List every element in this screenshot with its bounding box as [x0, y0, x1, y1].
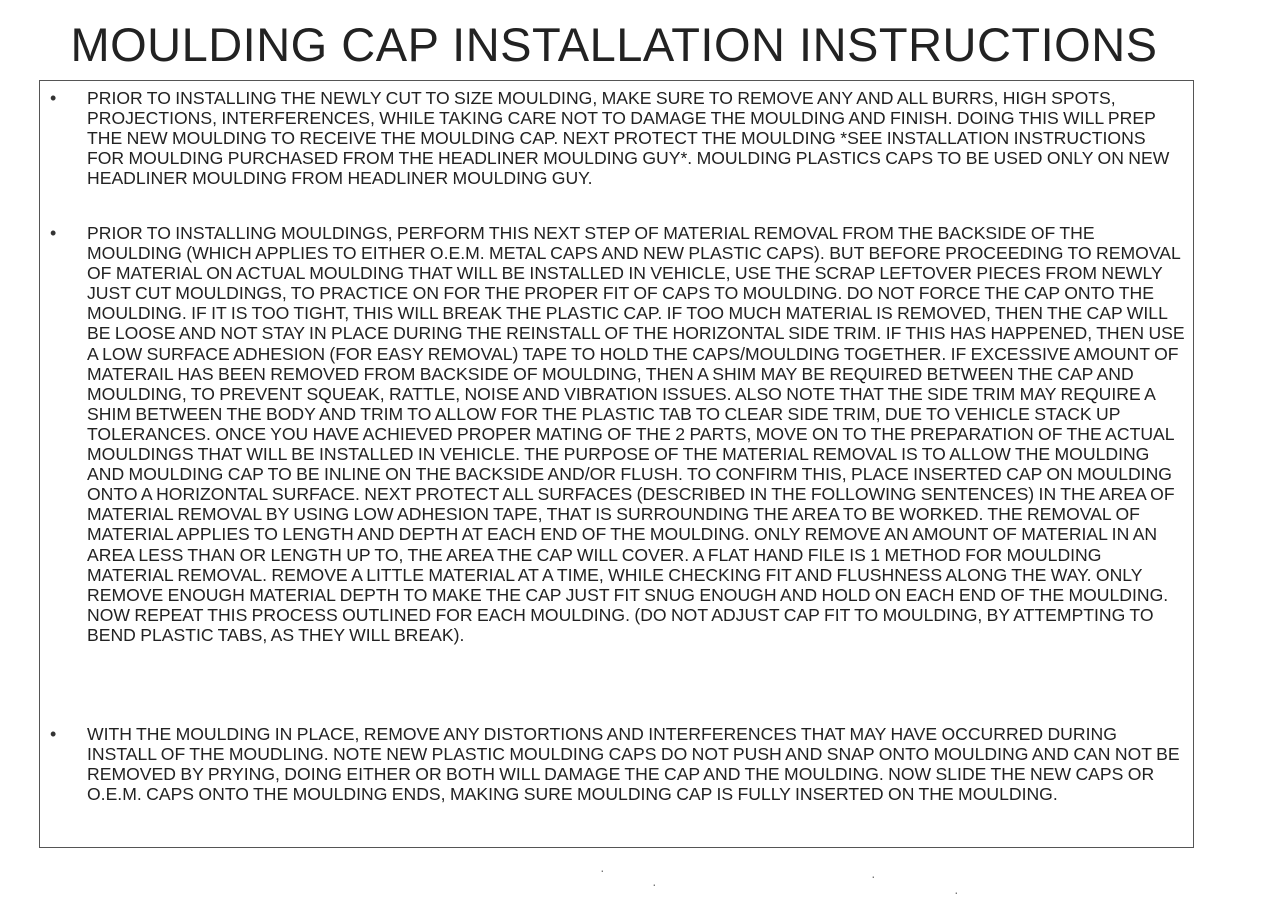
- scan-speck: ·: [652, 876, 657, 892]
- page-title: MOULDING CAP INSTALLATION INSTRUCTIONS: [70, 18, 1158, 71]
- scan-speck: ·: [871, 868, 876, 884]
- instruction-text: WITH THE MOULDING IN PLACE, REMOVE ANY DISTORTIONS AND INTERFERENCES THAT MAY HAVE OCCURRED DURING INSTALL OF THE MOUDLING. NOTE NEW PLASTIC MOULDING CAPS DO NOT PUSH AND SNAP ONTO MOULDING AND CAN NOT BE REMOVED BY PRYING, DOING EITHER OR BOTH WILL DAMAGE THE CAP AND THE MOULDING. NOW SLIDE THE NEW CAPS OR O.E.M. CAPS ONTO THE MOULDING ENDS, MAKING SURE MOULDING CAP IS FULLY INSERTED ON THE MOULDING.: [87, 724, 1180, 805]
- bullet-icon: •: [50, 88, 57, 108]
- instructions-box: [39, 80, 1194, 848]
- instruction-text: PRIOR TO INSTALLING MOULDINGS, PERFORM THIS NEXT STEP OF MATERIAL REMOVAL FROM THE BACKSIDE OF THE MOULDING (WHICH APPLIES TO EITHER O.E.M. METAL CAPS AND NEW PLASTIC CAPS). BUT BEFORE PROCEEDING TO REMOVAL OF MATERIAL ON ACTUAL MOULDING THAT WILL BE INSTALLED IN VEHICLE, USE THE SCRAP LEFTOVER PIECES FROM NEWLY JUST CUT MOULDINGS, TO PRACTICE ON FOR THE PROPER FIT OF CAPS TO MOULDING. DO NOT FORCE THE CAP ONTO THE MOULDING. IF IT IS TOO TIGHT, THIS WILL BREAK THE PLASTIC CAP. IF TOO MUCH MATERIAL IS REMOVED, THEN THE CAP WILL BE LOOSE AND NOT STAY IN PLACE DURING THE REINSTALL OF THE HORIZONTAL SIDE TRIM. IF THIS HAS HAPPENED, THEN USE A LOW SURFACE ADHESION (FOR EASY REMOVAL) TAPE TO HOLD THE CAPS/MOULDING TOGETHER. IF EXCESSIVE AMOUNT OF MATERAIL HAS BEEN REMOVED FROM BACKSIDE OF MOULDING, THEN A SHIM MAY BE REQUIRED BETWEEN THE CAP AND MOULDING, TO PREVENT SQUEAK, RATTLE, NOISE AND VIBRATION ISSUES. ALSO NOTE THAT THE SIDE TRIM MAY REQUIRE A SHIM BETWEEN THE BODY AND TRIM TO ALLOW FOR THE PLASTIC TAB TO CLEAR SIDE TRIM, DUE TO VEHICLE STACK UP TOLERANCES. ONCE YOU HAVE ACHIEVED PROPER MATING OF THE 2 PARTS, MOVE ON TO THE PREPARATION OF THE ACTUAL MOULDINGS THAT WILL BE INSTALLED IN VEHICLE. THE PURPOSE OF THE MATERIAL REMOVAL IS TO ALLOW THE MOULDING AND MOULDING CAP TO BE INLINE ON THE BACKSIDE AND/OR FLUSH. TO CONFIRM THIS, PLACE INSERTED CAP ON MOULDING ONTO A HORIZONTAL SURFACE. NEXT PROTECT ALL SURFACES (DESCRIBED IN THE FOLLOWING SENTENCES) IN THE AREA OF MATERIAL REMOVAL BY USING LOW ADHESION TAPE, THAT IS SURROUNDING THE AREA TO BE WORKED. THE REMOVAL OF MATERIAL APPLIES TO LENGTH AND DEPTH AT EACH END OF THE MOULDING. ONLY REMOVE AN AMOUNT OF MATERIAL IN AN AREA LESS THAN OR LENGTH UP TO, THE AREA THE CAP WILL COVER. A FLAT HAND FILE IS 1 METHOD FOR MOULDING MATERIAL REMOVAL. REMOVE A LITTLE MATERIAL AT A TIME, WHILE CHECKING FIT AND FLUSHNESS ALONG THE WAY. ONLY REMOVE ENOUGH MATERIAL DEPTH TO MAKE THE CAP JUST FIT SNUG ENOUGH AND HOLD ON EACH END OF THE MOULDING. NOW REPEAT THIS PROCESS OUTLINED FOR EACH MOULDING. (DO NOT ADJUST CAP FIT TO MOULDING, BY ATTEMPTING TO BEND PLASTIC TABS, AS THEY WILL BREAK).: [87, 223, 1185, 645]
- scan-speck: ·: [600, 862, 605, 878]
- instruction-text: PRIOR TO INSTALLING THE NEWLY CUT TO SIZE MOULDING, MAKE SURE TO REMOVE ANY AND ALL BURRS, HIGH SPOTS, PROJECTIONS, INTERFERENCES, WHILE TAKING CARE NOT TO DAMAGE THE MOULDING AND FINISH. DOING THIS WILL PREP THE NEW MOULDING TO RECEIVE THE MOULDING CAP. NEXT PROTECT THE MOULDING *SEE INSTALLATION INSTRUCTIONS FOR MOULDING PURCHASED FROM THE HEADLINER MOULDING GUY*. MOULDING PLASTICS CAPS TO BE USED ONLY ON NEW HEADLINER MOULDING FROM HEADLINER MOULDING GUY.: [87, 88, 1170, 189]
- scan-speck: ·: [954, 884, 959, 900]
- bullet-icon: •: [50, 223, 57, 243]
- bullet-icon: •: [50, 724, 57, 744]
